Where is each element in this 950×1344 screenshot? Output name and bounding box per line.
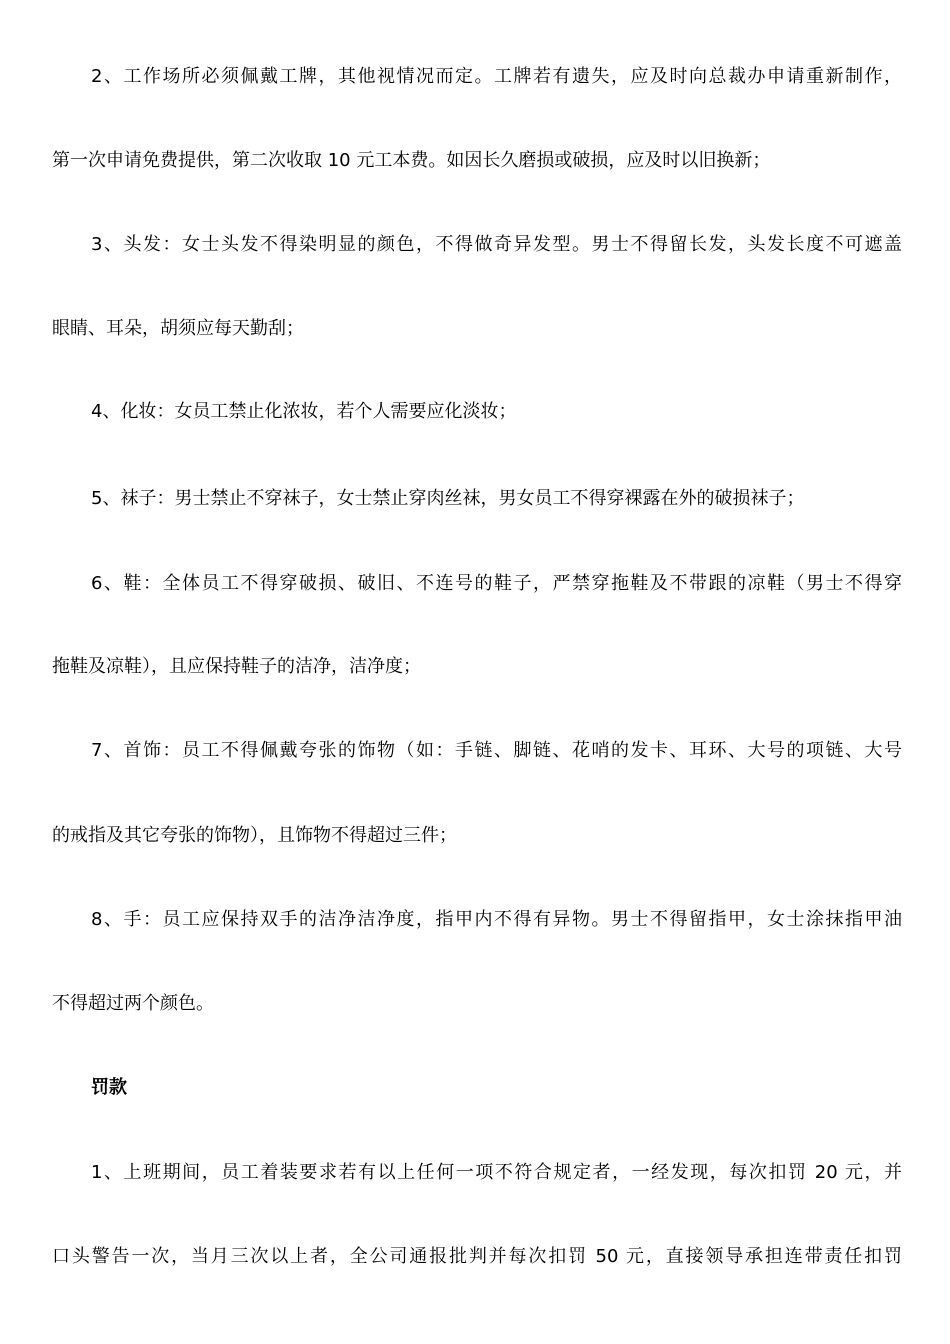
section-heading-penalty: 罚款 <box>91 1077 127 1098</box>
item-4-line-1: 4、化妆：女员工禁止化浓妆，若个人需要应化淡妆； <box>91 401 517 422</box>
item-7-line-1: 7、首饰：员工不得佩戴夸张的饰物（如：手链、脚链、花哨的发卡、耳环、大号的项链、大号 <box>91 740 902 761</box>
penalty-line-2: 口头警告一次，当月三次以上者，全公司通报批判并每次扣罚 50 元，直接领导承担连带责任扣罚 <box>52 1246 902 1267</box>
item-2-line-2: 第一次申请免费提供，第二次收取 10 元工本费。如因长久磨损或破损，应及时以旧换新； <box>52 150 771 171</box>
item-7-line-2: 的戒指及其它夸张的饰物），且饰物不得超过三件； <box>52 825 457 846</box>
item-5-line-1: 5、袜子：男士禁止不穿袜子，女士禁止穿肉丝袜，男女员工不得穿裸露在外的破损袜子； <box>91 488 805 509</box>
item-3-line-2: 眼睛、耳朵，胡须应每天勤刮； <box>52 318 304 339</box>
item-8-line-1: 8、手：员工应保持双手的洁净洁净度，指甲内不得有异物。男士不得留指甲，女士涂抹指甲油 <box>91 909 902 930</box>
penalty-line-1: 1、上班期间，员工着装要求若有以上任何一项不符合规定者，一经发现，每次扣罚 20 元，并 <box>91 1162 902 1183</box>
item-2-line-1: 2、工作场所必须佩戴工牌，其他视情况而定。工牌若有遗失，应及时向总裁办申请重新制作， <box>91 66 902 87</box>
item-8-line-2: 不得超过两个颜色。 <box>52 993 214 1014</box>
item-3-line-1: 3、头发：女士头发不得染明显的颜色，不得做奇异发型。男士不得留长发，头发长度不可遮盖 <box>91 234 902 255</box>
item-6-line-1: 6、鞋：全体员工不得穿破损、破旧、不连号的鞋子，严禁穿拖鞋及不带跟的凉鞋（男士不得穿 <box>91 573 902 594</box>
item-6-line-2: 拖鞋及凉鞋），且应保持鞋子的洁净，洁净度； <box>52 656 421 677</box>
